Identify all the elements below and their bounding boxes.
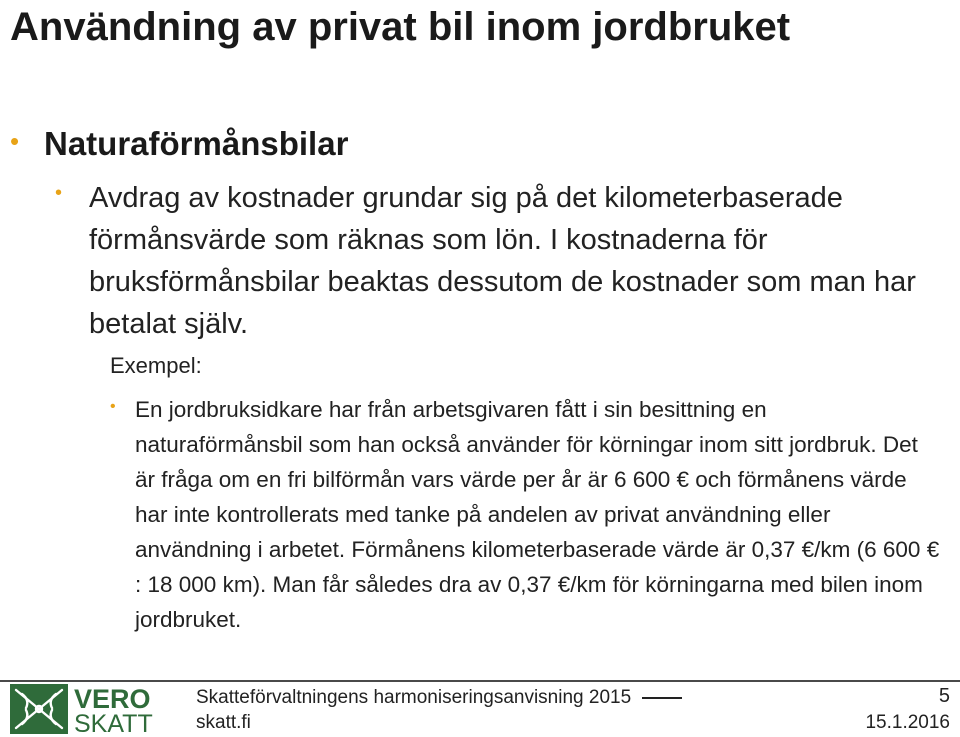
footer-date: 15.1.2016 [865, 712, 950, 733]
bullet-icon: • [110, 398, 116, 415]
footer-document-title [196, 687, 682, 709]
bullet-icon: • [55, 182, 63, 204]
logo-text-bottom: SKATT [74, 710, 153, 734]
example-label: Exempel: [110, 353, 202, 378]
bullet-item-heading [10, 122, 940, 166]
section-heading: Naturaförmånsbilar [44, 125, 349, 162]
vero-skatt-logo-icon [10, 684, 185, 734]
footer-dash [642, 697, 682, 699]
footer-site-link[interactable]: skatt.fi [196, 712, 251, 733]
footer-document-text: Skatteförvaltningens harmoniseringsanvisning 2015 [196, 687, 632, 708]
paragraph-text: Avdrag av kostnader grundar sig på det kilometerbaserade förmånsvärde som räknas som lön. I kostnaderna för bruksförmånsbilar beaktas dessutom de kostnader som man har betalat själv. [89, 182, 916, 340]
bullet-item-example [110, 392, 940, 637]
bullet-icon: • [10, 126, 20, 156]
slide-title: Användning av privat bil inom jordbruket [10, 5, 791, 49]
page-number: 5 [938, 685, 950, 707]
bullet-item-paragraph [55, 177, 945, 345]
footer-divider [0, 680, 960, 682]
example-text: En jordbruksidkare har från arbetsgivaren fått i sin besittning en naturaförmånsbil som han också använder för körningar inom sitt jordbruk. Det är fråga om en fri bilförmån vars värde per år är 6 600 € och förmånens värde har inte kontrollerats med tanke på andelen av privat användning eller användning i arbetet. Förmånens kilometerbaserade värde är 0,37 €/km (6 600 € : 18 000 km). Man får således dra av 0,37 €/km för körningarna med bilen inom jordbruket. [135, 397, 940, 632]
logo-text-top: VERO [74, 684, 151, 714]
